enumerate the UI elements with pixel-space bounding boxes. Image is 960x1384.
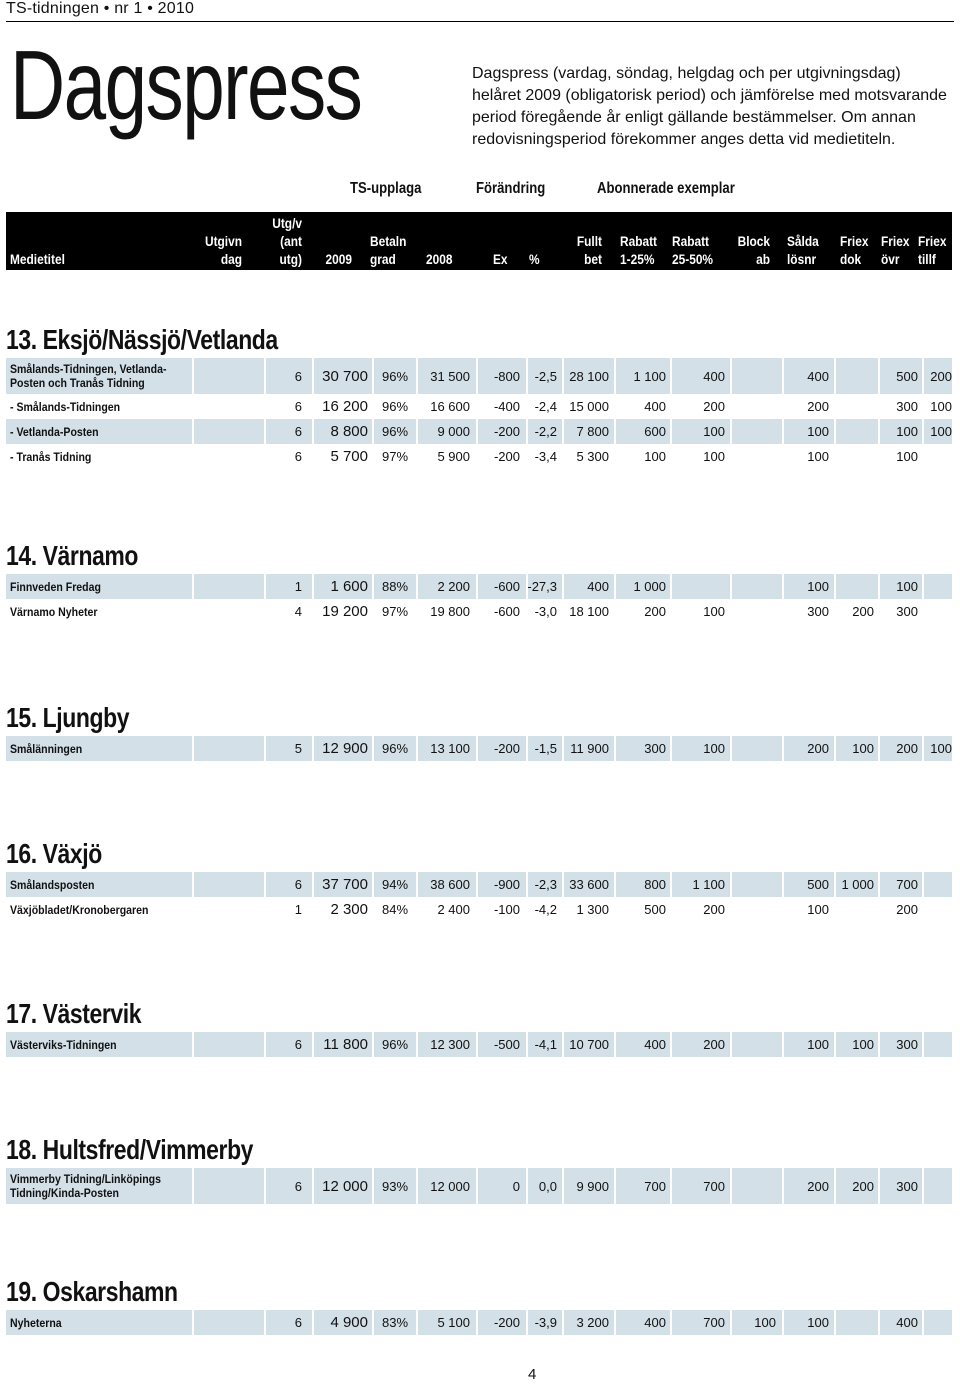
cell-salda: 300 xyxy=(807,604,829,619)
table-row xyxy=(6,394,952,419)
row-title: Västerviks-Tidningen xyxy=(10,1037,117,1052)
row-title: - Vetlanda-Posten xyxy=(10,424,99,439)
cell-ts2009: 30 700 xyxy=(322,367,368,385)
cell-pct: -2,2 xyxy=(534,424,557,439)
cell-salda: 200 xyxy=(807,1178,829,1194)
cell-ex: -500 xyxy=(493,1037,520,1052)
cell-ts2008: 31 500 xyxy=(430,368,470,384)
section-19 xyxy=(6,1274,952,1335)
cell-ts2009: 11 800 xyxy=(323,1036,368,1053)
row-shading xyxy=(266,1032,312,1057)
cell-r1: 200 xyxy=(644,604,666,619)
cell-pct: -1,5 xyxy=(534,741,557,756)
cell-grad: 97% xyxy=(382,449,409,464)
cell-ex: -200 xyxy=(493,424,520,439)
row-shading xyxy=(732,1168,782,1204)
row-title: Smålandsposten xyxy=(10,877,95,892)
header-rule xyxy=(6,21,954,22)
cell-fullt: 15 000 xyxy=(569,399,609,414)
cell-r2: 200 xyxy=(703,902,725,917)
cell-pct: -4,2 xyxy=(534,902,557,917)
cell-r1: 1 000 xyxy=(633,579,666,594)
col-2009: 2009 xyxy=(325,251,352,267)
cell-pct: -27,3 xyxy=(527,579,557,594)
row-shading xyxy=(836,419,878,444)
page-title: Dagspress xyxy=(10,30,362,140)
cell-r1: 400 xyxy=(644,1037,666,1052)
cell-fullt: 33 600 xyxy=(569,877,609,892)
cell-ts2008: 5 900 xyxy=(437,449,470,464)
cell-ts2008: 16 600 xyxy=(430,399,470,414)
cell-ts2008: 13 100 xyxy=(430,741,470,756)
cell-fovr: 100 xyxy=(896,579,918,594)
col-friex-dok: Friex dok xyxy=(840,233,869,267)
table-row xyxy=(6,419,952,444)
row-shading xyxy=(266,1168,312,1204)
cell-grad: 96% xyxy=(382,399,409,414)
cell-salda: 100 xyxy=(807,902,829,917)
col-rabatt-1: Rabatt 1-25% xyxy=(620,233,658,267)
row-shading xyxy=(732,872,782,897)
row-shading xyxy=(924,1032,952,1057)
column-group-labels xyxy=(0,180,960,204)
table-row xyxy=(6,897,952,922)
row-shading xyxy=(836,574,878,599)
cell-utg: 5 xyxy=(294,741,302,756)
cell-fdok: 200 xyxy=(852,1178,874,1194)
section-16 xyxy=(6,836,952,922)
cell-fullt: 400 xyxy=(587,579,609,594)
cell-r1: 600 xyxy=(644,424,666,439)
cell-ts2009: 8 800 xyxy=(330,423,368,440)
row-shading xyxy=(266,574,312,599)
cell-fdok: 200 xyxy=(852,604,874,619)
table-row xyxy=(6,599,952,624)
cell-ex: -100 xyxy=(493,902,520,917)
row-shading xyxy=(194,358,264,394)
table-row xyxy=(6,444,952,469)
cell-ts2009: 37 700 xyxy=(322,876,368,893)
cell-r1: 500 xyxy=(644,902,666,917)
cell-ts2008: 5 100 xyxy=(437,1315,470,1330)
row-shading xyxy=(732,574,782,599)
row-shading xyxy=(194,419,264,444)
cell-grad: 84% xyxy=(382,902,409,917)
row-title: Värnamo Nyheter xyxy=(10,604,98,619)
cell-r2: 100 xyxy=(703,604,725,619)
row-shading xyxy=(732,419,782,444)
cell-ftillf: 100 xyxy=(930,399,952,414)
cell-fdok: 1 000 xyxy=(841,877,874,892)
row-shading xyxy=(266,419,312,444)
cell-utg: 6 xyxy=(294,1037,302,1052)
cell-salda: 200 xyxy=(807,399,829,414)
row-title: - Tranås Tidning xyxy=(10,449,92,464)
cell-salda: 100 xyxy=(807,424,829,439)
cell-fovr: 300 xyxy=(896,1178,918,1194)
cell-ts2009: 5 700 xyxy=(330,448,368,465)
cell-fdok: 100 xyxy=(852,741,874,756)
col-utgivn: Utgivn dag xyxy=(204,233,242,267)
cell-utg: 4 xyxy=(294,604,302,619)
cell-utg: 1 xyxy=(294,902,302,917)
cell-fovr: 300 xyxy=(896,604,918,619)
row-shading xyxy=(924,574,952,599)
cell-ex: -200 xyxy=(493,741,520,756)
section-14 xyxy=(6,538,952,624)
cell-r2: 100 xyxy=(703,449,725,464)
cell-ex: -200 xyxy=(493,449,520,464)
cell-grad: 96% xyxy=(382,1037,409,1052)
cell-ex: 0 xyxy=(512,1178,520,1194)
cell-r2: 700 xyxy=(703,1178,725,1194)
cell-grad: 83% xyxy=(382,1315,409,1330)
cell-r1: 700 xyxy=(644,1178,666,1194)
cell-r2: 700 xyxy=(703,1315,725,1330)
section-title: 13. Eksjö/Nässjö/Vetlanda xyxy=(6,324,278,355)
cell-fovr: 500 xyxy=(896,368,918,384)
cell-fullt: 18 100 xyxy=(569,604,609,619)
row-shading xyxy=(924,1310,952,1335)
cell-fullt: 1 300 xyxy=(576,902,609,917)
cell-r1: 400 xyxy=(644,1315,666,1330)
table-row xyxy=(6,736,952,761)
cell-fullt: 28 100 xyxy=(569,368,609,384)
col-salda: Sålda lösnr xyxy=(787,233,819,267)
cell-fullt: 7 800 xyxy=(576,424,609,439)
cell-salda: 100 xyxy=(807,1037,829,1052)
row-shading xyxy=(836,358,878,394)
cell-fovr: 200 xyxy=(896,902,918,917)
col-medietitel: Medietitel xyxy=(10,251,65,267)
row-shading xyxy=(194,872,264,897)
col-utgv: Utg/v (ant utg) xyxy=(272,215,302,267)
row-title: Växjöbladet/Kronobergaren xyxy=(10,902,149,917)
section-13 xyxy=(6,322,952,469)
cell-salda: 500 xyxy=(807,877,829,892)
cell-salda: 200 xyxy=(807,741,829,756)
cell-fullt: 5 300 xyxy=(576,449,609,464)
cell-grad: 94% xyxy=(382,877,409,892)
cell-fovr: 300 xyxy=(896,1037,918,1052)
cell-ts2008: 9 000 xyxy=(437,424,470,439)
table-row xyxy=(6,574,952,599)
cell-fovr: 400 xyxy=(896,1315,918,1330)
cell-grad: 96% xyxy=(382,741,409,756)
row-shading xyxy=(924,872,952,897)
cell-utg: 6 xyxy=(294,368,302,384)
cell-ts2009: 12 900 xyxy=(322,740,368,757)
cell-r2: 200 xyxy=(703,399,725,414)
row-title: Smålands-Tidningen, Vetlanda-Posten och Tranås Tidning xyxy=(10,362,167,390)
section-title: 19. Oskarshamn xyxy=(6,1276,178,1307)
cell-ts2009: 19 200 xyxy=(322,603,368,620)
cell-grad: 96% xyxy=(382,424,409,439)
row-shading xyxy=(266,358,312,394)
row-title: Vimmerby Tidning/Linköpings Tidning/Kinda-Posten xyxy=(10,1172,161,1200)
cell-ts2009: 2 300 xyxy=(330,901,368,918)
table-row xyxy=(6,358,952,394)
cell-ts2009: 16 200 xyxy=(322,398,368,415)
page-number: 4 xyxy=(528,1366,537,1383)
cell-ex: -400 xyxy=(493,399,520,414)
cell-utg: 6 xyxy=(294,1315,302,1330)
col-2008: 2008 xyxy=(426,251,453,267)
cell-ftillf: 200 xyxy=(930,368,952,384)
cell-fdok: 100 xyxy=(852,1037,874,1052)
cell-block: 100 xyxy=(754,1315,776,1330)
cell-utg: 6 xyxy=(294,1178,302,1194)
cell-fullt: 3 200 xyxy=(576,1315,609,1330)
cell-fovr: 100 xyxy=(896,424,918,439)
table-row xyxy=(6,1032,952,1057)
cell-r2: 100 xyxy=(703,741,725,756)
cell-utg: 6 xyxy=(294,877,302,892)
col-betaln: Betaln grad xyxy=(370,233,407,267)
cell-pct: -2,4 xyxy=(534,399,557,414)
cell-r1: 400 xyxy=(644,399,666,414)
cell-pct: -2,3 xyxy=(534,877,557,892)
section-title: 17. Västervik xyxy=(6,998,142,1029)
row-shading xyxy=(672,574,730,599)
col-friex-tillf: Friex tillf xyxy=(918,233,947,267)
cell-r2: 200 xyxy=(703,1037,725,1052)
cell-grad: 97% xyxy=(382,604,409,619)
row-shading xyxy=(194,574,264,599)
cell-ex: -900 xyxy=(493,877,520,892)
cell-ts2008: 12 000 xyxy=(430,1178,470,1194)
cell-grad: 96% xyxy=(382,368,409,384)
row-shading xyxy=(194,1168,264,1204)
section-15 xyxy=(6,700,952,761)
cell-utg: 6 xyxy=(294,424,302,439)
section-title: 15. Ljungby xyxy=(6,702,130,733)
cell-ex: -800 xyxy=(493,368,520,384)
cell-r1: 1 100 xyxy=(633,368,666,384)
cell-ex: -200 xyxy=(493,1315,520,1330)
row-title: Smålänningen xyxy=(10,741,83,756)
cell-r1: 100 xyxy=(644,449,666,464)
cell-fovr: 100 xyxy=(896,449,918,464)
cell-ts2008: 2 400 xyxy=(437,902,470,917)
row-shading xyxy=(732,736,782,761)
cell-fullt: 11 900 xyxy=(570,741,609,756)
row-shading xyxy=(194,736,264,761)
section-18 xyxy=(6,1132,952,1204)
cell-ts2008: 38 600 xyxy=(430,877,470,892)
row-shading xyxy=(194,1310,264,1335)
cell-grad: 93% xyxy=(382,1178,409,1194)
row-title: Finnveden Fredag xyxy=(10,579,101,594)
cell-r2: 100 xyxy=(703,424,725,439)
col-rabatt-2: Rabatt 25-50% xyxy=(672,233,714,267)
table-row xyxy=(6,1310,952,1335)
section-title: 16. Växjö xyxy=(6,838,102,869)
cell-r2: 1 100 xyxy=(692,877,725,892)
section-title: 14. Värnamo xyxy=(6,540,139,571)
col-pct: % xyxy=(529,251,540,267)
section-title: 18. Hultsfred/Vimmerby xyxy=(6,1134,254,1165)
cell-pct: -2,5 xyxy=(534,368,557,384)
row-shading xyxy=(266,736,312,761)
cell-fullt: 10 700 xyxy=(569,1037,609,1052)
group-label-change: Förändring xyxy=(476,180,546,197)
cell-ex: -600 xyxy=(493,604,520,619)
cell-pct: -3,9 xyxy=(534,1315,557,1330)
table-row xyxy=(6,872,952,897)
cell-fovr: 300 xyxy=(896,399,918,414)
column-header-bar xyxy=(6,212,952,270)
cell-ts2008: 12 300 xyxy=(430,1037,470,1052)
cell-ts2009: 4 900 xyxy=(330,1314,368,1331)
col-fullt: Fullt bet xyxy=(576,233,602,267)
cell-ts2009: 1 600 xyxy=(330,578,368,595)
cell-fullt: 9 900 xyxy=(576,1178,609,1194)
cell-ts2009: 12 000 xyxy=(322,1177,368,1195)
cell-utg: 6 xyxy=(294,449,302,464)
col-ex: Ex xyxy=(493,251,508,267)
cell-salda: 100 xyxy=(807,1315,829,1330)
running-header: TS-tidningen • nr 1 • 2010 xyxy=(6,0,195,17)
group-label-subs: Abonnerade exemplar xyxy=(597,180,735,197)
cell-ex: -600 xyxy=(493,579,520,594)
cell-ts2008: 2 200 xyxy=(437,579,470,594)
row-shading xyxy=(732,358,782,394)
table-row xyxy=(6,1168,952,1204)
row-shading xyxy=(266,1310,312,1335)
intro-text: Dagspress (vardag, söndag, helgdag och per utgivningsdag) helåret 2009 (obligatorisk period) och jämförelse med motsvarande period föregående år enligt gällande bestämmelser. Om annan redovisningsperiod förekommer anges detta vid medietiteln. xyxy=(472,65,947,148)
cell-utg: 1 xyxy=(294,579,302,594)
cell-ftillf: 100 xyxy=(930,741,952,756)
cell-r1: 300 xyxy=(644,741,666,756)
row-shading xyxy=(924,1168,952,1204)
cell-grad: 88% xyxy=(382,579,409,594)
row-title: Nyheterna xyxy=(10,1315,62,1330)
cell-r1: 800 xyxy=(644,877,666,892)
row-shading xyxy=(732,1032,782,1057)
section-17 xyxy=(6,996,952,1057)
cell-pct: -4,1 xyxy=(534,1037,557,1052)
cell-ts2008: 19 800 xyxy=(430,604,470,619)
cell-salda: 100 xyxy=(807,579,829,594)
group-label-ts: TS-upplaga xyxy=(350,180,422,197)
col-friex-ovr: Friex övr xyxy=(881,233,910,267)
cell-fovr: 200 xyxy=(896,741,918,756)
cell-salda: 100 xyxy=(807,449,829,464)
cell-utg: 6 xyxy=(294,399,302,414)
row-title: - Smålands-Tidningen xyxy=(10,399,121,414)
cell-ftillf: 100 xyxy=(930,424,952,439)
cell-fovr: 700 xyxy=(896,877,918,892)
row-shading xyxy=(836,1310,878,1335)
cell-salda: 400 xyxy=(807,368,829,384)
cell-pct: -3,0 xyxy=(534,604,557,619)
row-shading xyxy=(194,1032,264,1057)
col-block: Block ab xyxy=(737,233,770,267)
cell-pct: -3,4 xyxy=(534,449,557,464)
cell-pct: 0,0 xyxy=(538,1178,557,1194)
cell-r2: 400 xyxy=(703,368,725,384)
row-shading xyxy=(266,872,312,897)
